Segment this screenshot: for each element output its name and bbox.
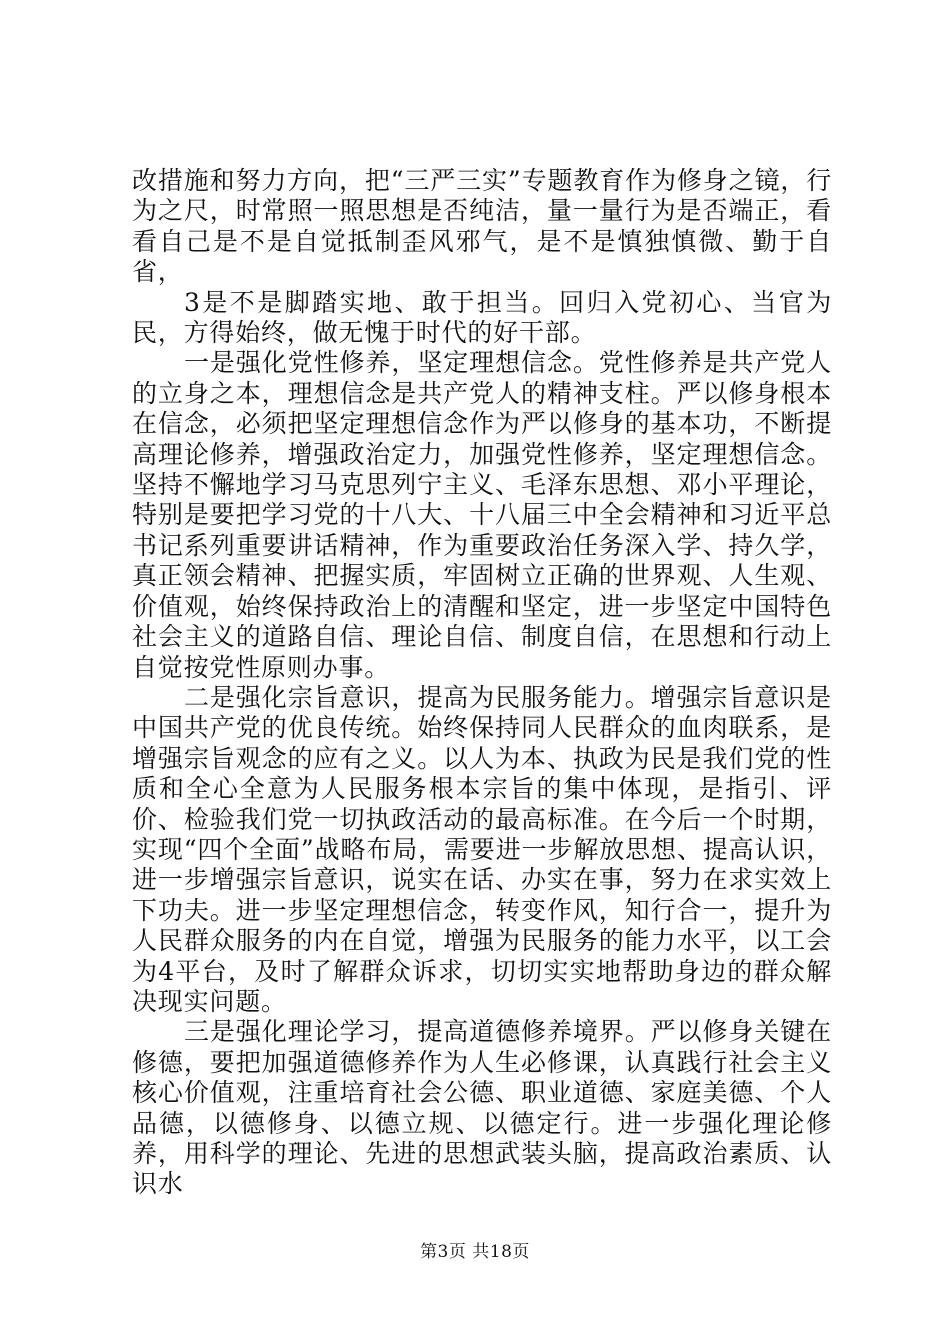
page-number-footer: 第3页 共18页	[420, 1242, 530, 1262]
paragraph-theory-study: 三是强化理论学习，提高道德修养境界。严以修身关键在修德，要把加强道德修养作为人生必修课，认真践行社会主义核心价值观，注重培育社会公德、职业道德、家庭美德、个人品德，以德修身、以德立规、以德定行。进一步强化理论修养，用科学的理论、先进的思想武装头脑，提高政治素质、认识水	[132, 1017, 832, 1199]
paragraph-party-spirit: 一是强化党性修养，坚定理想信念。党性修养是共产党人的立身之本，理想信念是共产党人的精神支柱。严以修身根本在信念，必须把坚定理想信念作为严以修身的基本功，不断提高理论修养，增强政治定力，加强党性修养，坚定理想信念。坚持不懈地学习马克思列宁主义、毛泽东思想、邓小平理论，特别是要把学习党的十八大、十八届三中全会精神和习近平总书记系列重要讲话精神，作为重要政治任务深入学、持久学，真正领会精神、把握实质，牢固树立正确的世界观、人生观、价值观，始终保持政治上的清醒和坚定，进一步坚定中国特色社会主义的道路自信、理论自信、制度自信，在思想和行动上自觉按党性原则办事。	[132, 348, 832, 682]
paragraph-item-3: 3是不是脚踏实地、敢于担当。回归入党初心、当官为民，方得始终，做无愧于时代的好干部。	[132, 287, 832, 348]
document-body	[132, 166, 832, 1200]
paragraph-continuation: 改措施和努力方向，把“三严三实”专题教育作为修身之镜，行为之尺，时常照一照思想是否纯洁，量一量行为是否端正，看看自己是不是自觉抵制歪风邪气，是不是慎独慎微、勤于自省，	[132, 166, 832, 287]
paragraph-purpose-awareness: 二是强化宗旨意识，提高为民服务能力。增强宗旨意识是中国共产党的优良传统。始终保持同人民群众的血肉联系，是增强宗旨观念的应有之义。以人为本、执政为民是我们党的性质和全心全意为人民服务根本宗旨的集中体现，是指引、评价、检验我们党一切执政活动的最高标准。在今后一个时期，实现“四个全面”战略布局，需要进一步解放思想、提高认识，进一步增强宗旨意识，说实在话、办实在事，努力在求实效上下功夫。进一步坚定理想信念，转变作风，知行合一，提升为人民群众服务的内在自觉，增强为民服务的能力水平，以工会为4平台，及时了解群众诉求，切切实实地帮助身边的群众解决现实问题。	[132, 682, 832, 1016]
